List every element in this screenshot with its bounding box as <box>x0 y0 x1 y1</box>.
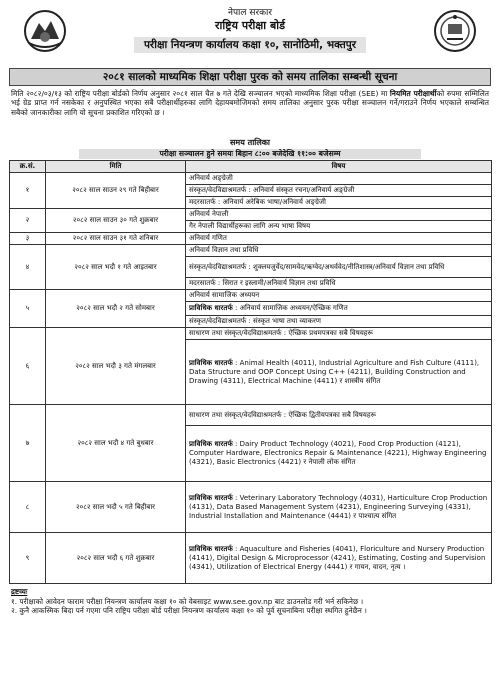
notice-title: २०८१ सालको माध्यमिक शिक्षा परीक्षा पुरक को समय तालिका सम्बन्धी सूचना <box>9 68 491 86</box>
subject-text: साधारण तथा संस्कृत/वेदविद्याश्रमतर्फ : ऐच्छिक द्वितीयपत्रका सबै विषयहरू <box>189 410 377 419</box>
footnote-heading: द्रष्टव्यः <box>11 587 28 596</box>
row-subject <box>186 316 492 328</box>
subject-text: : Aquaculture and Fisheries (4041), Floriculture and Nursery Production (4141), Digital Design & Microprocessor (4241), Estimating, Costing and Supervision (4341), Utilization of Electrical Energy (4441) र गायन, वादन, नृत्य । <box>189 544 486 571</box>
table-header-row <box>10 161 492 173</box>
row-subject <box>186 340 492 405</box>
intro-paragraph <box>11 89 489 136</box>
row-subject <box>186 209 492 221</box>
row-subject <box>186 426 492 482</box>
footnote-item-2: २. कुनै आकस्मिक बिदा पर्न गएमा पनि राष्ट्रिय परीक्षा बोर्ड परीक्षा नियन्त्रण कार्यालय कक्षा १० को पूर्व सूचनाबिना परीक्षा स्थगित हुनेछैन । <box>11 606 367 616</box>
row-subject <box>186 482 492 533</box>
subject-text: मदरसातर्फ : सिरात र इस्लामी/अनिवार्य विज्ञान तथा प्रविधि <box>189 279 336 287</box>
row-date: २०८२ साल भदौ ३ गते मंगलबार <box>46 328 186 405</box>
row-date: २०८२ साल भदौ ५ गते बिहीबार <box>46 482 186 533</box>
row-subject <box>186 290 492 302</box>
subject-text: अनिवार्य गणित <box>189 234 227 242</box>
exam-time: परीक्षा सञ्चालन हुने समयः बिहान ८:०० बजेदेखि ११:०० बजेसम्म <box>79 149 421 159</box>
row-serial: २ <box>10 209 46 233</box>
subject-text: अनिवार्य सामाजिक अध्ययन <box>189 291 260 299</box>
column-header-date: मिति <box>46 161 186 173</box>
row-subject <box>186 328 492 340</box>
subject-stream-label: प्राविधिक धारतर्फ <box>189 358 233 367</box>
subject-text: : अनिवार्य सामाजिक अध्ययन/ऐच्छिक गणित <box>232 304 348 312</box>
row-date: २०८२ साल भदौ ६ गते शुक्रबार <box>46 533 186 584</box>
subject-stream-label: प्राविधिक धारतर्फ <box>189 304 233 312</box>
schedule-table <box>9 160 492 584</box>
office-name: परीक्षा नियन्त्रण कार्यालय कक्षा १०, सानोठिमी, भक्तपुर <box>134 37 366 53</box>
row-subject <box>186 245 492 257</box>
subject-text: संस्कृत/वेदविद्याश्रमतर्फ : संस्कृत भाषा तथा व्याकरण <box>189 317 321 325</box>
subject-stream-label: प्राविधिक धारतर्फ <box>189 440 233 448</box>
row-date: २०८२ साल साउन २९ गते बिहीबार <box>46 173 186 209</box>
table-row <box>10 245 492 257</box>
table-row <box>10 328 492 340</box>
subject-text: मदरसातर्फ : अनिवार्य अरेबिक भाषा/अनिवार्य अङ्ग्रेजी <box>189 198 326 206</box>
row-serial: ४ <box>10 245 46 290</box>
column-header-subject: विषय <box>186 161 492 173</box>
footnote-item-1: १. परीक्षाको आवेदन फाराम परीक्षा नियन्त्रण कार्यालय कक्षा १० को वेबसाइट www.see.gov.np बाट डाउनलोड गरी भर्न सकिनेछ । <box>11 596 364 606</box>
row-serial: ७ <box>10 405 46 482</box>
row-serial: ६ <box>10 328 46 405</box>
row-date: २०८२ साल साउन ३० गते शुक्रबार <box>46 209 186 233</box>
table-row <box>10 405 492 426</box>
table-row <box>10 173 492 185</box>
table-row <box>10 533 492 584</box>
subject-text: अनिवार्य विज्ञान तथा प्रविधि <box>189 246 259 254</box>
intro-text-part1: मिति २०८२/०३/१३ को राष्ट्रिय परीक्षा बोर्डको निर्णय अनुसार २०८१ साल चैत ७ गते देखि सञ्चालन भएको माध्यमिक शिक्षा परीक्षा (SEE) मा <box>11 89 390 98</box>
subject-text: संस्कृत/वेदविद्याश्रमतर्फ : शुक्लयजुर्वेद/सामवेद/ऋग्वेद/अथर्ववेद/नीतिशास्त्र/अनिवार्य विज्ञान तथा प्रविधि <box>189 262 445 271</box>
subject-stream-label: प्राविधिक धारतर्फ <box>189 493 233 502</box>
exam-board-logo <box>433 9 477 53</box>
subject-text: गैर नेपाली विद्यार्थीहरूका लागि अन्य भाषा विषय <box>189 222 311 230</box>
row-serial: ३ <box>10 233 46 245</box>
table-row <box>10 290 492 302</box>
subject-text: : Veterinary Laboratory Technology (4031), Harticulture Crop Production (4131), Data Based Management System (4231), Engineering Surveying (4331), Industrial Installation and Maintenance (4441) र पाश्चात्य संगित <box>189 493 488 520</box>
row-date: २०८२ साल साउन ३१ गते शनिबार <box>46 233 186 245</box>
row-subject <box>186 197 492 209</box>
subject-stream-label: प्राविधिक धारतर्फ <box>189 544 233 553</box>
notice-header <box>9 5 491 67</box>
row-serial: १ <box>10 173 46 209</box>
row-subject <box>186 405 492 426</box>
column-header-sn: क्र.सं. <box>10 161 46 173</box>
subject-text: अनिवार्य नेपाली <box>189 210 229 218</box>
board-name: राष्ट्रिय परीक्षा बोर्ड <box>214 19 285 32</box>
row-subject <box>186 173 492 185</box>
row-subject <box>186 221 492 233</box>
nepal-emblem-logo <box>23 9 67 53</box>
row-date: २०८२ साल भदौ २ गते सोमबार <box>46 290 186 328</box>
row-subject <box>186 278 492 290</box>
subject-text: : Animal Health (4011), Industrial Agriculture and Fish Culture (4111), Data Structure and OOP Concept Using C++ (4211), Building Construction and Drawing (4311), Electrical Machine (4411) र शास्त्रीय संगित <box>189 358 480 385</box>
table-row <box>10 233 492 245</box>
row-subject <box>186 302 492 316</box>
footnotes <box>9 587 491 616</box>
row-subject <box>186 257 492 278</box>
table-row <box>10 482 492 533</box>
row-subject <box>186 185 492 197</box>
subject-text: साधारण तथा संस्कृत/वेदविद्याश्रमतर्फ : ऐच्छिक प्रथमपत्रका सबै विषयहरू <box>189 329 373 337</box>
row-date: २०८२ साल भदौ १ गते आइतबार <box>46 245 186 290</box>
row-serial: ८ <box>10 482 46 533</box>
row-serial: ९ <box>10 533 46 584</box>
intro-text-bold: नियमित परीक्षार्थी <box>389 89 437 98</box>
row-date: २०८२ साल भदौ ४ गते बुधबार <box>46 405 186 482</box>
row-subject <box>186 233 492 245</box>
intro-text-part2: को रुपमा सम्मिलित भई ग्रेड प्राप्त गर्न नसकेका र अनुपस्थित भएका सबै परीक्षार्थीहरुका लागि देहायबमोजिमको समय तालिका अनुसार पुरक परीक्षा सञ्चालन गर्ने/गराउने निर्णय भएकाले सम्बन्धित सबैको जानकारीका लागि यो सूचना प्रकाशित गरिएको छ । <box>11 89 489 117</box>
subject-text: अनिवार्य अङ्ग्रेजी <box>189 174 233 182</box>
subject-text: : Dairy Product Technology (4021), Food Crop Production (4121), Computer Hardware, Electronics Repair & Maintenance (4221), Highway Engineering (4321), Basic Electronics (4421) र नेपाली लोक संगित <box>189 440 487 466</box>
schedule-body <box>10 173 492 584</box>
timetable-title: समय तालिका <box>230 138 270 147</box>
row-serial: ५ <box>10 290 46 328</box>
subject-text: संस्कृत/वेदविद्याश्रमतर्फ : अनिवार्य संस्कृत रचना/अनिवार्य अङ्ग्रेजी <box>189 186 355 194</box>
row-subject <box>186 533 492 584</box>
government-name: नेपाल सरकार <box>227 8 273 18</box>
table-row <box>10 209 492 221</box>
